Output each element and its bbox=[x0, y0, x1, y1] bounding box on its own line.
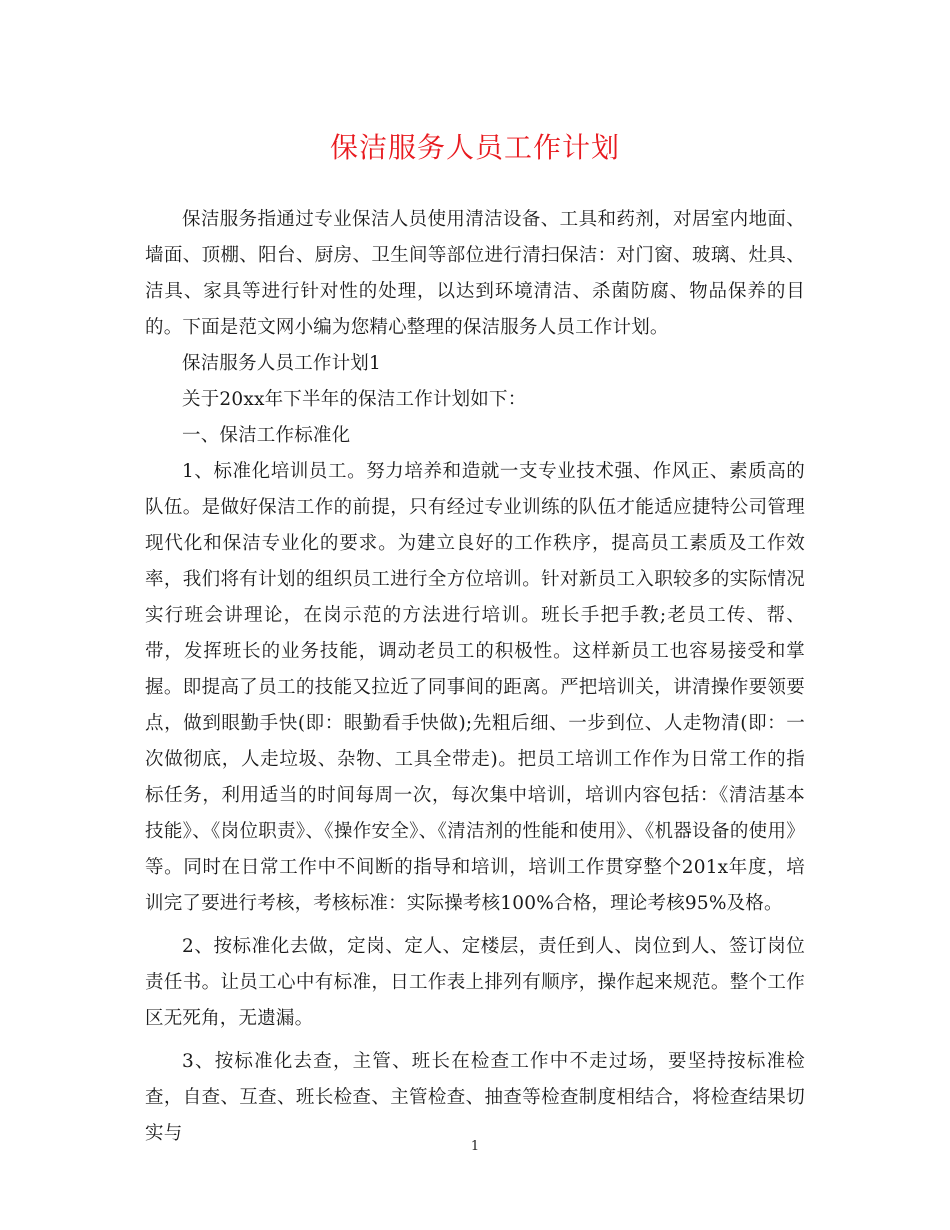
document-body bbox=[145, 202, 805, 1152]
paragraph-item-1: 1、标准化培训员工。努力培养和造就一支专业技术强、作风正、素质高的队伍。是做好保洁工作的前提，只有经过专业训练的队伍才能适应捷特公司管理现代化和保洁专业化的要求。为建立良好的工作秩序，提高员工素质及工作效率，我们将有计划的组织员工进行全方位培训。针对新员工入职较多的实际情况实行班会讲理论，在岗示范的方法进行培训。班长手把手教;老员工传、帮、带，发挥班长的业务技能，调动老员工的积极性。这样新员工也容易接受和掌握。即提高了员工的技能又拉近了同事间的距离。严把培训关，讲清操作要领要点，做到眼勤手快(即：眼勤看手快做);先粗后细、一步到位、人走物清(即：一次做彻底，人走垃圾、杂物、工具全带走)。把员工培训工作作为日常工作的指标任务，利用适当的时间每周一次，每次集中培训，培训内容包括：《清洁基本技能》、《岗位职责》、《操作安全》、《清洁剂的性能和使用》、《机器设备的使用》等。同时在日常工作中不间断的指导和培训，培训工作贯穿整个201x年度，培训完了要进行考核，考核标准：实际操考核100%合格，理论考核95%及格。 bbox=[145, 461, 805, 914]
plan-intro-line: 关于20xx年下半年的保洁工作计划如下： bbox=[182, 389, 527, 410]
intro-paragraph: 保洁服务指通过专业保洁人员使用清洁设备、工具和药剂，对居室内地面、墙面、顶棚、阳台、厨房、卫生间等部位进行清扫保洁：对门窗、玻璃、灶具、洁具、家具等进行针对性的处理，以达到环境清洁、杀菌防腐、物品保养的目的。下面是范文网小编为您精心整理的保洁服务人员工作计划。 bbox=[145, 209, 805, 338]
paragraph-item-3: 3、按标准化去查，主管、班长在检查工作中不走过场，要坚持按标准检查，自查、互查、班长检查、主管检查、抽查等检查制度相结合，将检查结果切实与 bbox=[145, 1051, 805, 1144]
page-number: 1 bbox=[470, 1139, 480, 1154]
section-heading: 一、保洁工作标准化 bbox=[182, 425, 351, 446]
plan-heading: 保洁服务人员工作计划1 bbox=[182, 353, 381, 374]
document-title: 保洁服务人员工作计划 bbox=[329, 131, 620, 164]
paragraph-item-2: 2、按标准化去做，定岗、定人、定楼层，责任到人、岗位到人、签订岗位责任书。让员工心中有标准，日工作表上排列有顺序，操作起来规范。整个工作区无死角，无遗漏。 bbox=[145, 936, 805, 1029]
